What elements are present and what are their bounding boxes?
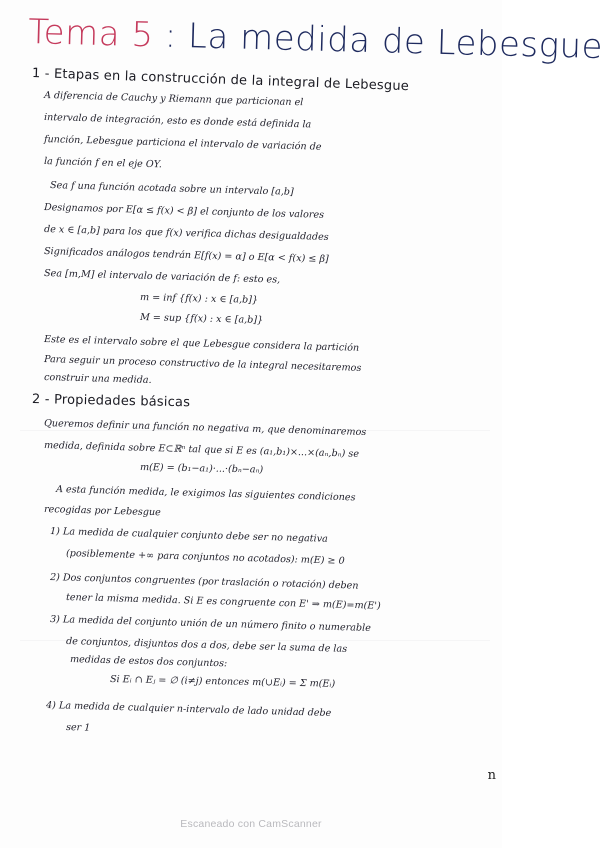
section-1-line: intervalo de integración, esto es donde está definida la xyxy=(43,112,312,131)
section-2-line: Queremos definir una función no negativa m, que denominaremos xyxy=(43,418,367,438)
formula-infimum: m = inf {f(x) : x ∈ [a,b]} xyxy=(139,292,259,306)
formula-additivity: Si Eᵢ ∩ Eⱼ = ∅ (i≠j) entonces m(∪Eᵢ) = Σ m(Eᵢ) xyxy=(109,674,336,690)
section-2-line: medida, definida sobre E⊂ℝⁿ tal que si E es (a₁,b₁)×...×(aₙ,bₙ) se xyxy=(43,440,360,460)
title-separator: : xyxy=(164,15,178,56)
scanner-watermark: Escaneado con CamScanner xyxy=(180,818,322,830)
title-topic: La medida de Lebesgue xyxy=(187,16,604,68)
section-2-line: recogidas por Lebesgue xyxy=(43,504,161,519)
section-1-line: Este es el intervalo sobre el que Lebesgue considera la partición xyxy=(43,334,360,354)
condition-line: medidas de estos dos conjuntos: xyxy=(69,654,228,670)
section-2-line: A esta función medida, le exigimos las siguientes condiciones xyxy=(55,484,356,504)
condition-line: 1) La medida de cualquier conjunto debe ser no negativa xyxy=(49,526,328,545)
section-1-heading: 1 - Etapas en la construcción de la integral de Lebesgue xyxy=(31,66,410,95)
section-1-line: la función f en el eje OY. xyxy=(43,156,163,171)
condition-line: (posiblemente +∞ para conjuntos no acotados): m(E) ≥ 0 xyxy=(65,548,345,567)
scan-bleed xyxy=(20,640,490,641)
formula-box-measure: m(E) = (b₁−a₁)·...·(bₙ−aₙ) xyxy=(139,462,264,476)
formula-supremum: M = sup {f(x) : x ∈ [a,b]} xyxy=(139,312,264,327)
section-1-line: construir una medida. xyxy=(43,372,152,387)
section-1-line: Para seguir un proceso constructivo de la integral necesitaremos xyxy=(43,354,362,374)
condition-line: tener la misma medida. Si E es congruente con E' ⇒ m(E)=m(E') xyxy=(65,592,381,612)
condition-line: 4) La medida de cualquier n-intervalo de lado unidad debe xyxy=(45,700,332,719)
section-1-line: función, Lebesgue particiona el intervalo de variación de xyxy=(43,134,322,153)
section-1-line: Sea [m,M] el intervalo de variación de f: esto es, xyxy=(43,268,281,286)
condition-line: ser 1 xyxy=(65,722,91,734)
section-1-line: Sea f una función acotada sobre un intervalo [a,b] xyxy=(49,180,294,198)
condition-line: de conjuntos, disjuntos dos a dos, debe ser la suma de las xyxy=(65,636,348,655)
condition-line: 2) Dos conjuntos congruentes (por traslación o rotación) deben xyxy=(49,572,359,592)
section-1-line: de x ∈ [a,b] para los que f(x) verifica dichas desigualdades xyxy=(43,224,329,243)
section-1-line: Significados análogos tendrán E[f(x) = α] o E[α < f(x) ≤ β] xyxy=(43,246,329,265)
section-1-line: A diferencia de Cauchy y Riemann que particionan el xyxy=(43,90,304,109)
title-tema: Tema 5 xyxy=(27,12,155,56)
condition-line: 3) La medida del conjunto unión de un número finito o numerable xyxy=(49,614,371,634)
section-1-line: Designamos por E[α ≤ f(x) < β] el conjunto de los valores xyxy=(43,202,325,221)
corner-mark: n xyxy=(487,768,496,783)
scan-bleed xyxy=(20,430,490,431)
section-2-heading: 2 - Propiedades básicas xyxy=(31,392,191,411)
